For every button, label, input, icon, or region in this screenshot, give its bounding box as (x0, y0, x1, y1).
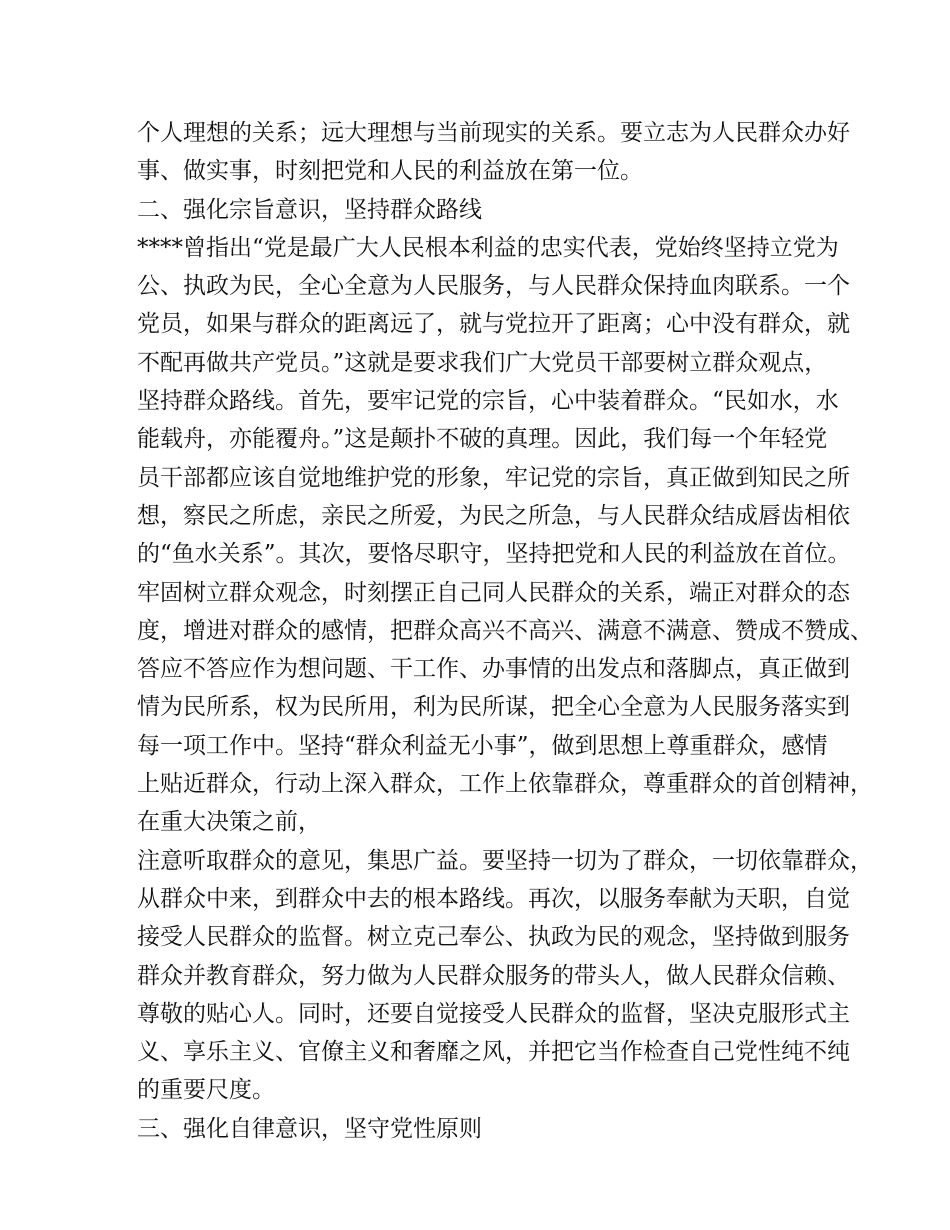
text-line: 义、享乐主义、官僚主义和奢靡之风，并把它当作检查自己党性纯不纯 (137, 1039, 850, 1066)
text-line: 牢固树立群众观念，时刻摆正自己同人民群众的关系，端正对群众的态 (137, 579, 850, 606)
text-line: 不配再做共产党员。”这就是要求我们广大党员干部要树立群众观点， (137, 349, 828, 376)
text-line: 的“鱼水关系”。其次，要恪尽职守，坚持把党和人民的利益放在首位。 (137, 541, 851, 568)
text-line: 接受人民群众的监督。树立克己奉公、执政为民的观念，坚持做到服务 (137, 924, 850, 951)
text-line: 度，增进对群众的感情，把群众高兴不高兴、满意不满意、赞成不赞成、 (137, 617, 873, 644)
text-line: 答应不答应作为想问题、干工作、办事情的出发点和落脚点，真正做到 (137, 656, 850, 683)
text-line: 党员，如果与群众的距离远了，就与党拉开了距离；心中没有群众，就 (137, 311, 850, 338)
text-line: 上贴近群众，行动上深入群众，工作上依靠群众，尊重群众的首创精神， (137, 771, 873, 798)
text-line: 注意听取群众的意见，集思广益。要坚持一切为了群众，一切依靠群众， (137, 847, 873, 874)
text-line: 尊敬的贴心人。同时，还要自觉接受人民群众的监督，坚决克服形式主 (137, 1000, 850, 1027)
text-line: 从群众中来，到群众中去的根本路线。再次，以服务奉献为天职，自觉 (137, 885, 850, 912)
section-heading: 二、强化宗旨意识，坚持群众路线 (137, 196, 482, 223)
text-line: 事、做实事，时刻把党和人民的利益放在第一位。 (137, 158, 643, 185)
text-line: 员干部都应该自觉地维护党的形象，牢记党的宗旨，真正做到知民之所 (137, 464, 850, 491)
text-line: ****曾指出“党是最广大人民根本利益的忠实代表，党始终坚持立党为 (137, 234, 839, 261)
text-line: 想，察民之所虑，亲民之所爱，为民之所急，与人民群众结成唇齿相依 (137, 502, 850, 529)
text-line: 坚持群众路线。首先，要牢记党的宗旨，心中装着群众。“民如水，水 (137, 388, 839, 415)
text-line: 个人理想的关系；远大理想与当前现实的关系。要立志为人民群众办好 (137, 120, 850, 146)
text-line: 能载舟，亦能覆舟。”这是颠扑不破的真理。因此，我们每一个年轻党 (137, 426, 828, 453)
text-line: 每一项工作中。坚持“群众利益无小事”，做到思想上尊重群众，感情 (137, 732, 828, 759)
text-line: 情为民所系，权为民所用，利为民所谋，把全心全意为人民服务落实到 (137, 694, 850, 721)
section-heading: 三、强化自律意识，坚守党性原则 (137, 1115, 482, 1142)
text-line: 公、执政为民，全心全意为人民服务，与人民群众保持血肉联系。一个 (137, 273, 850, 300)
document-body (137, 114, 873, 1148)
text-line: 在重大决策之前， (137, 809, 321, 836)
text-line: 群众并教育群众，努力做为人民群众服务的带头人，做人民群众信赖、 (137, 962, 850, 989)
text-line: 的重要尺度。 (137, 1077, 275, 1104)
